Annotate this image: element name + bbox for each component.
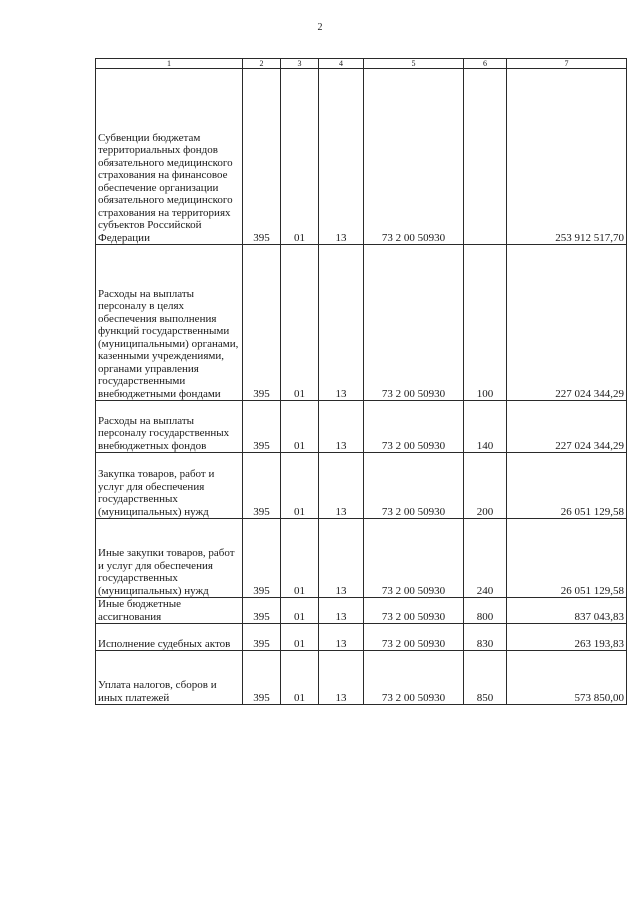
row-amount: 26 051 129,58 bbox=[507, 519, 627, 598]
row-section: 01 bbox=[281, 598, 319, 624]
row-code: 395 bbox=[243, 245, 281, 401]
row-subsection: 13 bbox=[319, 245, 364, 401]
row-target-article: 73 2 00 50930 bbox=[364, 453, 464, 519]
row-section: 01 bbox=[281, 245, 319, 401]
row-section: 01 bbox=[281, 453, 319, 519]
row-expense-type: 800 bbox=[464, 598, 507, 624]
table-row bbox=[96, 624, 627, 651]
row-name-text: Иные бюджетные ассигнования bbox=[98, 598, 182, 623]
column-number-row bbox=[96, 59, 627, 69]
budget-table bbox=[95, 58, 627, 705]
row-subsection: 13 bbox=[319, 624, 364, 651]
row-expense-type: 140 bbox=[464, 401, 507, 453]
row-amount: 26 051 129,58 bbox=[507, 453, 627, 519]
table-row bbox=[96, 598, 627, 624]
row-target-article: 73 2 00 50930 bbox=[364, 651, 464, 705]
row-name-text: Расходы на выплаты персоналу в целях обеспечения выполнения функций государственными (муниципальными) органами, казенными учреждениями, органами управления государственными внебюджетными фондами bbox=[98, 287, 239, 400]
row-code: 395 bbox=[243, 453, 281, 519]
column-number: 6 bbox=[464, 59, 507, 69]
row-target-article: 73 2 00 50930 bbox=[364, 519, 464, 598]
row-section: 01 bbox=[281, 69, 319, 245]
row-subsection: 13 bbox=[319, 69, 364, 245]
column-number: 4 bbox=[319, 59, 364, 69]
budget-table-body bbox=[96, 59, 627, 705]
row-name bbox=[96, 401, 243, 453]
row-name bbox=[96, 651, 243, 705]
row-section: 01 bbox=[281, 651, 319, 705]
row-code: 395 bbox=[243, 624, 281, 651]
page-number: 2 bbox=[317, 22, 323, 33]
table-row bbox=[96, 69, 627, 245]
row-target-article: 73 2 00 50930 bbox=[364, 245, 464, 401]
column-number: 3 bbox=[281, 59, 319, 69]
table-row bbox=[96, 245, 627, 401]
row-amount: 253 912 517,70 bbox=[507, 69, 627, 245]
row-name-text: Субвенции бюджетам территориальных фондов обязательного медицинского страхования на финансовое обеспечение организации обязательного медицинского страхования на территориях субъектов Российской Федерации bbox=[98, 131, 233, 244]
column-number: 5 bbox=[364, 59, 464, 69]
column-number: 1 bbox=[96, 59, 243, 69]
row-name-text: Расходы на выплаты персоналу государственных внебюджетных фондов bbox=[98, 414, 230, 452]
row-section: 01 bbox=[281, 624, 319, 651]
row-name-text: Уплата налогов, сборов и иных платежей bbox=[98, 679, 217, 704]
row-target-article: 73 2 00 50930 bbox=[364, 401, 464, 453]
row-expense-type: 240 bbox=[464, 519, 507, 598]
row-expense-type: 830 bbox=[464, 624, 507, 651]
row-subsection: 13 bbox=[319, 598, 364, 624]
row-amount: 263 193,83 bbox=[507, 624, 627, 651]
table-row bbox=[96, 519, 627, 598]
row-subsection: 13 bbox=[319, 401, 364, 453]
row-expense-type: 850 bbox=[464, 651, 507, 705]
row-name bbox=[96, 624, 243, 651]
row-name bbox=[96, 245, 243, 401]
row-amount: 573 850,00 bbox=[507, 651, 627, 705]
row-expense-type bbox=[464, 69, 507, 245]
row-name bbox=[96, 519, 243, 598]
row-name bbox=[96, 453, 243, 519]
column-number: 2 bbox=[243, 59, 281, 69]
row-code: 395 bbox=[243, 69, 281, 245]
row-subsection: 13 bbox=[319, 519, 364, 598]
row-subsection: 13 bbox=[319, 453, 364, 519]
row-expense-type: 100 bbox=[464, 245, 507, 401]
row-code: 395 bbox=[243, 651, 281, 705]
row-name bbox=[96, 69, 243, 245]
row-expense-type: 200 bbox=[464, 453, 507, 519]
row-target-article: 73 2 00 50930 bbox=[364, 598, 464, 624]
table-row bbox=[96, 453, 627, 519]
row-name-text: Исполнение судебных актов bbox=[98, 637, 231, 650]
row-name-text: Иные закупки товаров, работ и услуг для обеспечения государственных (муниципальных) нужд bbox=[98, 547, 235, 597]
table-row bbox=[96, 651, 627, 705]
row-code: 395 bbox=[243, 401, 281, 453]
row-target-article: 73 2 00 50930 bbox=[364, 624, 464, 651]
row-name bbox=[96, 598, 243, 624]
row-name-text: Закупка товаров, работ и услуг для обеспечения государственных (муниципальных) нужд bbox=[98, 468, 215, 518]
row-subsection: 13 bbox=[319, 651, 364, 705]
row-amount: 837 043,83 bbox=[507, 598, 627, 624]
row-target-article: 73 2 00 50930 bbox=[364, 69, 464, 245]
row-section: 01 bbox=[281, 401, 319, 453]
row-amount: 227 024 344,29 bbox=[507, 401, 627, 453]
row-section: 01 bbox=[281, 519, 319, 598]
table-row bbox=[96, 401, 627, 453]
row-code: 395 bbox=[243, 598, 281, 624]
column-number: 7 bbox=[507, 59, 627, 69]
row-code: 395 bbox=[243, 519, 281, 598]
row-amount: 227 024 344,29 bbox=[507, 245, 627, 401]
